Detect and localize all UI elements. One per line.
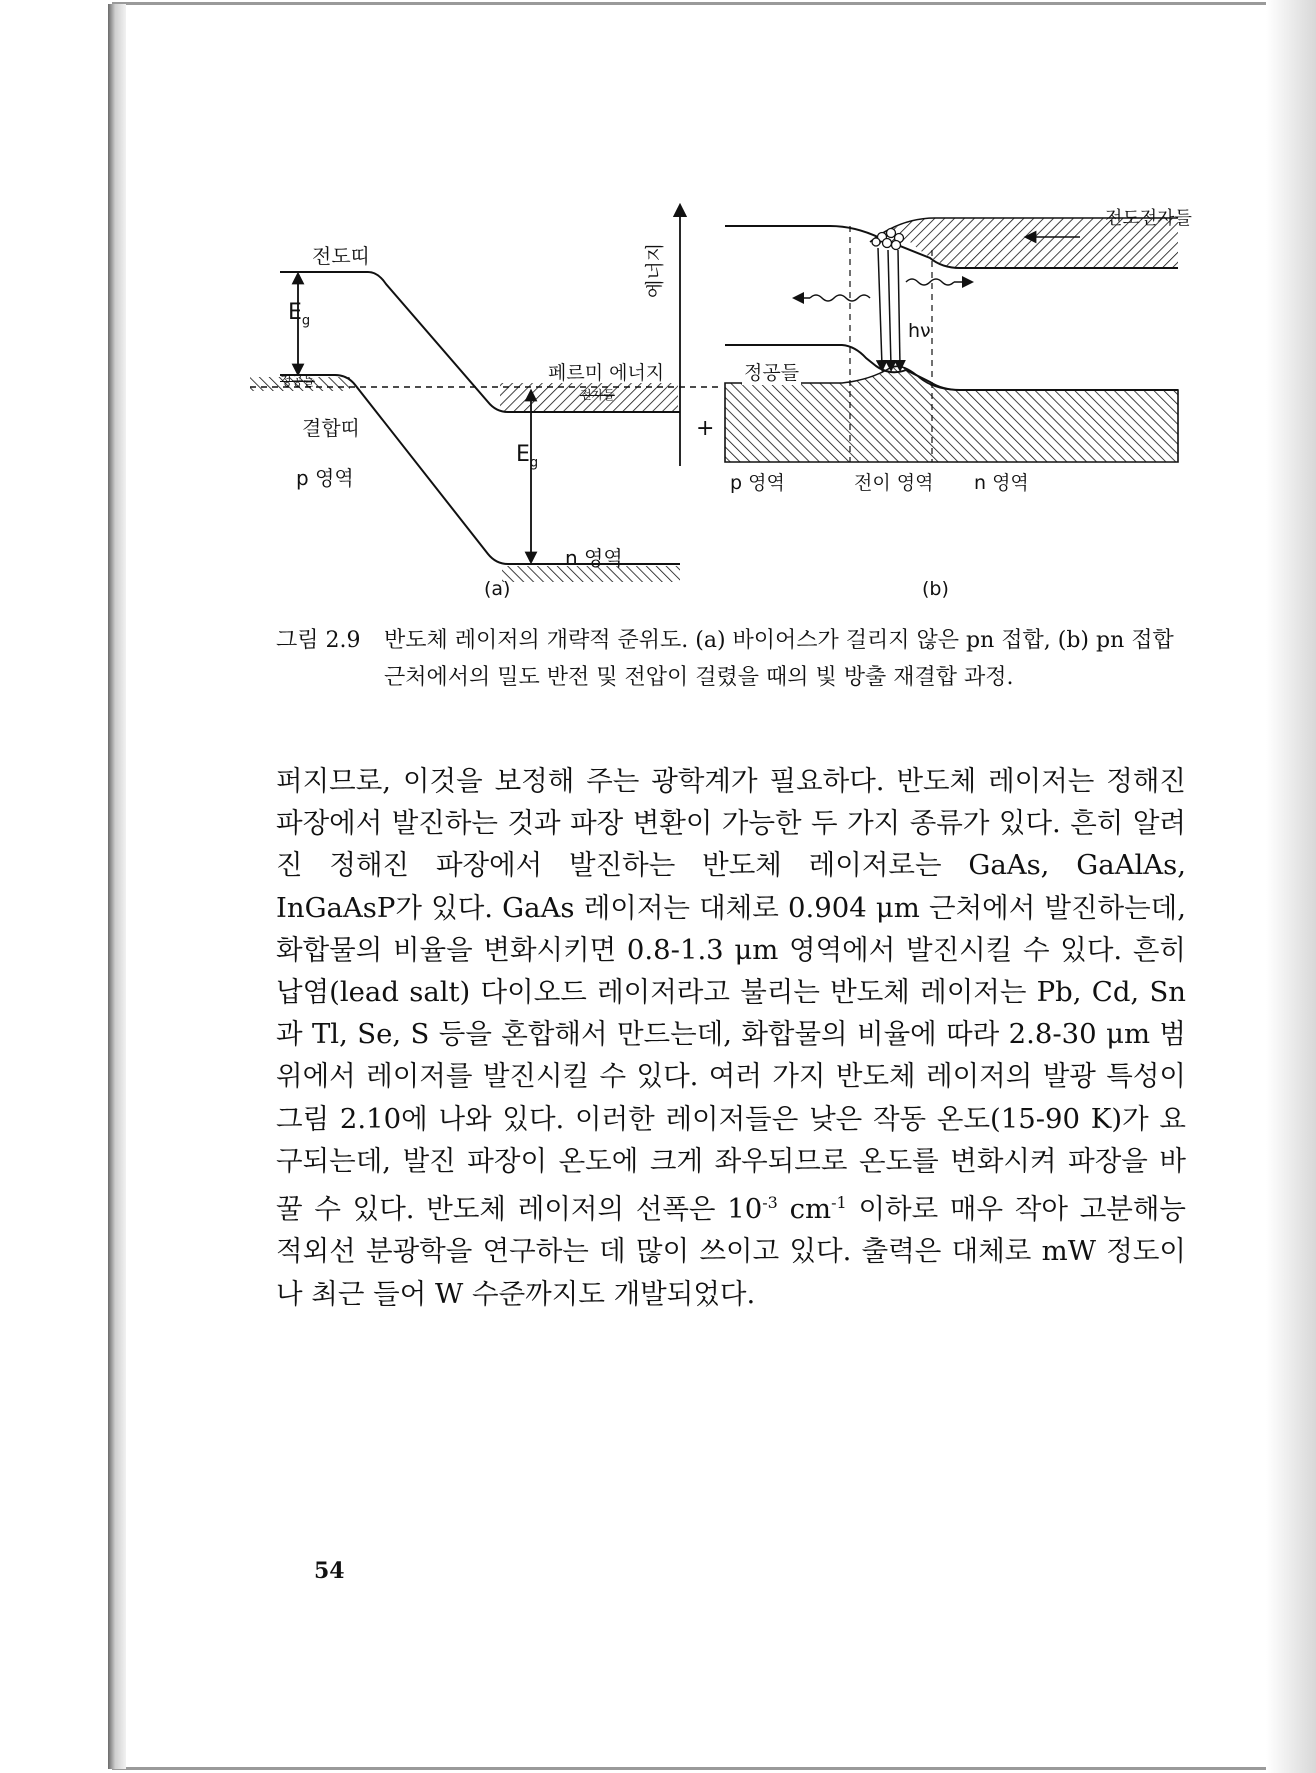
- b-transition-arrow-2: [888, 250, 891, 366]
- label-conduction-electrons: 전도전자들: [1105, 208, 1192, 229]
- paragraph-part2: cm: [777, 1193, 832, 1226]
- b-transition-arrow-1: [878, 248, 882, 366]
- paragraph-part1: 퍼지므로, 이것을 보정해 주는 광학계가 필요하다. 반도체 레이저는 정해진 파장에서 발진하는 것과 파장 변환이 가능한 두 가지 종류가 있다. 흔히 알려진 정해진 파장에서 발진하는 반도체 레이저로는 GaAs, GaAlAs, InGaAsP가 있다. GaAs 레이저는 대체로 0.904 μm 근처에서 발진하는데, 화합물의 비율을 변화시키면 0.8-1.3 μm 영역에서 발진시킬 수 있다. 흔히 납염(lead salt) 다이오드 레이저라고 불리는 반도체 레이저는 Pb, Cd, Sn과 Tl, Se, S 등을 혼합해서 만드는데, 화합물의 비율에 따라 2.8-30 μm 범위에서 레이저를 발진시킬 수 있다. 여러 가지 반도체 레이저의 발광 특성이 그림 2.10에 나와 있다. 이러한 레이저들은 낮은 작동 온도(15-90 K)가 요구되는데, 발진 파장이 온도에 크게 좌우되므로 온도를 변화시켜 파장을 바꿀 수 있다. 반도체 레이저의 선폭은 10: [276, 765, 1186, 1226]
- label-n-region-b: n 영역: [974, 472, 1029, 494]
- label-p-region-a: p 영역: [296, 466, 354, 490]
- label-p-region-b: p 영역: [730, 472, 785, 494]
- label-transition-region: 전이 영역: [854, 472, 934, 494]
- page-edge-right: [1266, 0, 1316, 1773]
- b-transition-arrow-3: [898, 250, 900, 366]
- label-plus: +: [696, 416, 715, 441]
- paragraph-exp2: -1: [831, 1193, 847, 1213]
- figure-caption: [276, 622, 1181, 696]
- label-n-region-a: n 영역: [565, 546, 623, 570]
- paragraph-part3: 이하로 매우 작아 고분해능 적외선 분광학을 연구하는 데 많이 쓰이고 있다. 출력은 대체로 mW 정도이나 최근 들어 W 수준까지도 개발되었다.: [276, 1193, 1186, 1310]
- label-sublabel-a: (a): [484, 578, 511, 600]
- caption-text: 반도체 레이저의 개략적 준위도. (a) 바이어스가 걸리지 않은 pn 접합, (b) pn 접합 근처에서의 밀도 반전 및 전압이 걸렸을 때의 빛 방출 재결합 과정.: [384, 628, 1174, 690]
- label-eg-left: $E_g$: [288, 300, 311, 329]
- page-binding-shadow: [108, 4, 126, 1769]
- figure-band-diagram: [230, 180, 1230, 620]
- band-diagram-svg: [230, 180, 1230, 620]
- label-electrons-a: 전자들: [580, 388, 615, 402]
- label-conduction-band: 전도띠: [312, 244, 370, 268]
- page-edge-top: [112, 2, 1312, 5]
- page-number: 54: [314, 1558, 345, 1584]
- label-holes-a: 정공들: [280, 374, 315, 388]
- label-holes-b: 정공들: [742, 358, 801, 385]
- label-eg-right: $E_g$: [516, 442, 539, 471]
- label-energy-axis: 에너지: [644, 242, 666, 298]
- label-sublabel-b: (b): [922, 578, 949, 600]
- body-paragraph: [276, 760, 1186, 1315]
- paragraph-exp1: -3: [762, 1193, 778, 1213]
- b-photon-wave-left: [810, 295, 870, 301]
- b-photon-wave-right: [906, 279, 954, 285]
- label-fermi-energy: 페르미 에너지: [548, 362, 665, 384]
- label-valence-band: 결합띠: [302, 416, 360, 440]
- page-edge-bottom: [112, 1767, 1312, 1770]
- label-photon: hν: [908, 320, 931, 342]
- caption-number: 그림 2.9: [276, 628, 361, 653]
